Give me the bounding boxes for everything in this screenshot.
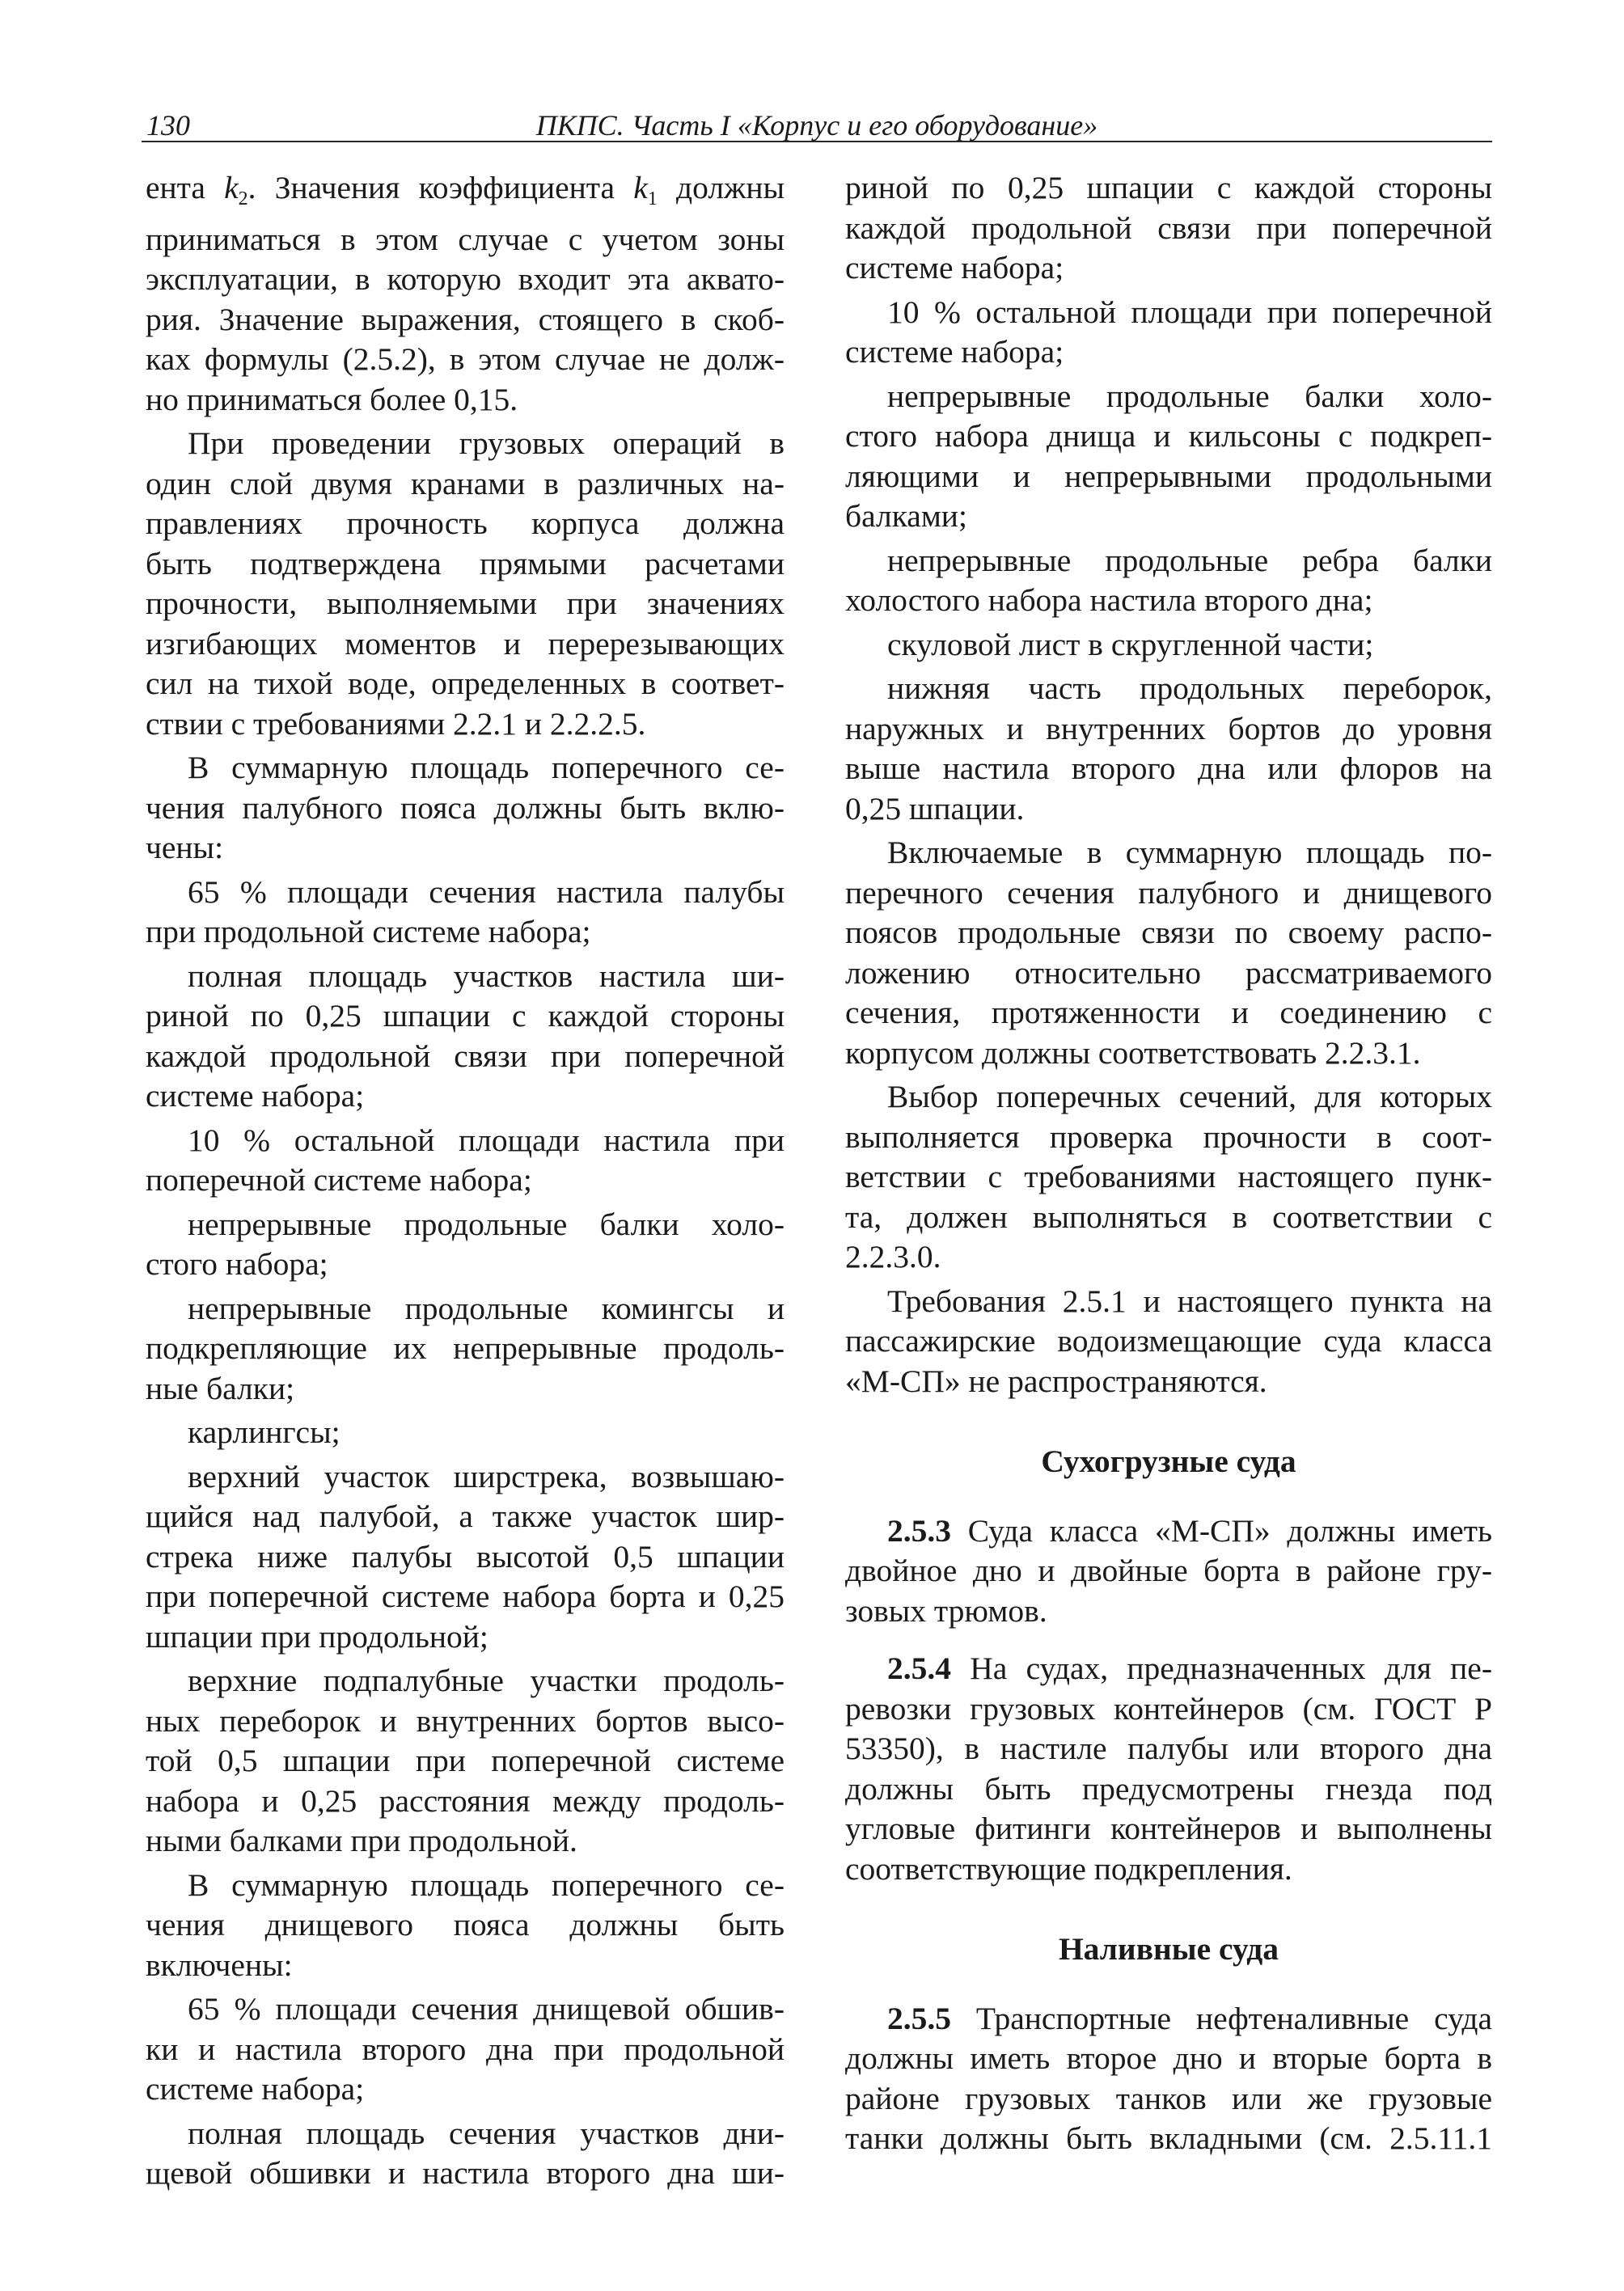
text-line: стрека ниже палубы высотой 0,5 шпации [146, 1538, 785, 1575]
text-line: системе набора; [146, 1078, 365, 1114]
text-line: должны быть предусмотрены гнезда под [845, 1770, 1492, 1807]
text-line: непрерывные продольные комингсы и [188, 1290, 785, 1326]
text-line: нижняя часть продольных переборок, [887, 670, 1492, 706]
text-line: 0,25 шпации. [845, 790, 1025, 826]
text-line: непрерывные продольные балки холо- [887, 378, 1492, 414]
text-line: поясов продольные связи по своему распо- [845, 915, 1492, 950]
clause-number: 2.5.5 [887, 2000, 951, 2036]
text-line: наружных и внутренних бортов до уровня [845, 710, 1492, 746]
text-line: ными балками при продольной. [146, 1823, 577, 1858]
text-line: пассажирские водоизмещающие суда класса [845, 1323, 1492, 1359]
text-line: чены: [146, 830, 224, 865]
clause-number: 2.5.4 [887, 1651, 951, 1686]
list-item [845, 625, 1492, 666]
text-line: верхний участок ширстрека, возвышаю- [188, 1458, 785, 1494]
text-line: риной по 0,25 шпации с каждой стороны [845, 170, 1492, 205]
page-number: 130 [146, 109, 190, 142]
paragraph [146, 748, 785, 869]
text-line: корпусом должны соответствовать 2.2.3.1. [845, 1034, 1421, 1071]
list-item [146, 1989, 785, 2110]
text-line: каждой продольной связи при поперечной [845, 209, 1492, 246]
list-item [845, 293, 1492, 373]
paragraph [146, 168, 785, 420]
text-line: полная площадь участков настила ши- [188, 957, 785, 994]
text-line: зовых трюмов. [845, 1592, 1047, 1629]
text-line: В суммарную площадь поперечного се- [188, 750, 785, 785]
text-line: 53350), в настиле палубы или второго дна [845, 1731, 1492, 1766]
text-line: ных переборок и внутренних бортов высо- [146, 1702, 785, 1739]
clause-2-5-4 [845, 1649, 1492, 1889]
list-item [146, 1413, 785, 1453]
paragraph [146, 1866, 785, 1986]
text-line: правлениях прочность корпуса должна [146, 505, 785, 541]
text-line: подкрепляющие их непрерывные продоль- [146, 1330, 785, 1366]
text-line: чения палубного пояса должны быть вклю- [146, 789, 785, 826]
text-line: 2.5.4 На судах, предназначенных для пе- [887, 1651, 1492, 1686]
section-heading-tankers: Наливные суда [1058, 1931, 1279, 1967]
text-line: Требования 2.5.1 и настоящего пункта на [887, 1283, 1492, 1319]
list-item [146, 1121, 785, 1201]
clause-2-5-3 [845, 1511, 1492, 1632]
right-column [845, 168, 1492, 2163]
list-item [146, 1205, 785, 1285]
list-item [845, 669, 1492, 829]
text-line: та, должен выполняться в соответствии с [845, 1198, 1492, 1235]
text-line: стого набора днища и кильсоны с подкреп- [845, 418, 1492, 454]
left-column [146, 168, 785, 2198]
text-line: 2.5.5 Транспортные нефтеналивные суда [887, 2000, 1492, 2036]
text-line: ках формулы (2.5.2), в этом случае не долж- [146, 341, 785, 377]
text-line: верхние подпалубные участки продоль- [188, 1663, 785, 1698]
text-line: стого набора; [146, 1246, 328, 1282]
clause-number: 2.5.3 [887, 1512, 951, 1549]
list-item [146, 957, 785, 1117]
text-line: прочности, выполняемыми при значениях [146, 585, 785, 621]
text-line: 65 % площади сечения настила палубы [188, 873, 785, 910]
text-line: Включаемые в суммарную площадь по- [887, 835, 1492, 870]
text-line: скуловой лист в скругленной части; [887, 626, 1374, 662]
text-line: карлингсы; [188, 1414, 340, 1450]
text-line: выполняется проверка прочности в соот- [845, 1118, 1492, 1155]
list-item [146, 873, 785, 953]
text-line: сил на тихой воде, определенных в соответ- [146, 666, 785, 701]
text-line: шпации при продольной; [146, 1618, 488, 1655]
text-line: угловые фитинги контейнеров и выполнены [845, 1811, 1492, 1846]
coefficient-k2: $k_2$ [224, 170, 248, 209]
running-title: ПКПС. Часть I «Корпус и его оборудование» [535, 109, 1098, 142]
paragraph [845, 1077, 1492, 1278]
text-line: ложению относительно рассматриваемого [845, 954, 1492, 991]
text-line: изгибающих моментов и перерезывающих [146, 625, 785, 662]
paragraph [845, 833, 1492, 1073]
text-line: районе грузовых танков или же грузовые [845, 2080, 1492, 2116]
text-line: один слой двумя кранами в различных на- [146, 465, 785, 501]
text-line: щевой обшивки и настила второго дна ши- [146, 2155, 785, 2191]
text-line: набора и 0,25 расстояния между продоль- [146, 1782, 785, 1819]
clause-2-5-5 [845, 1999, 1492, 2159]
text-line: при продольной системе набора; [146, 914, 591, 949]
text-line: В суммарную площадь поперечного се- [188, 1866, 785, 1903]
text-line: 65 % площади сечения днищевой обшив- [188, 1991, 785, 2027]
text-line: Выбор поперечных сечений, для которых [887, 1079, 1492, 1114]
text-line: непрерывные продольные ребра балки [887, 542, 1492, 578]
text-line: выше настила второго дна или флоров на [845, 750, 1492, 786]
text-line: при поперечной системе набора борта и 0,25 [146, 1579, 785, 1614]
list-item [146, 1457, 785, 1658]
text-line: должны иметь второе дно и вторые борта в [845, 2040, 1492, 2076]
text-line: холостого набора настила второго дна; [845, 582, 1373, 618]
list-item [845, 541, 1492, 621]
coefficient-k1: $k_1$ [633, 170, 658, 209]
text-line: ные балки; [146, 1370, 295, 1406]
paragraph [146, 424, 785, 744]
list-item [146, 2114, 785, 2194]
text-line: перечного сечения палубного и днищевого [845, 874, 1492, 911]
text-line: риной по 0,25 шпации с каждой стороны [146, 998, 785, 1033]
text-line: двойное дно и двойные борта в районе гру- [845, 1553, 1492, 1588]
text-line: рия. Значение выражения, стоящего в скоб- [146, 301, 785, 337]
text-line: щийся над палубой, а также участок шир- [146, 1498, 785, 1534]
text-line: чения днищевого пояса должны быть [146, 1907, 785, 1942]
text-line: ствии с требованиями 2.2.1 и 2.2.2.5. [146, 705, 646, 742]
text-line: системе набора; [845, 250, 1064, 285]
text-line: «М-СП» не распространяются. [845, 1363, 1267, 1399]
text-line: поперечной системе набора; [146, 1162, 532, 1198]
text-line: ента $k_2$. Значения коэффициента $k_1$ должны [146, 170, 785, 209]
text-line: системе набора; [845, 334, 1064, 370]
text-line: ляющими и непрерывными продольными [845, 458, 1492, 494]
text-line: соответствующие подкрепления. [845, 1850, 1292, 1887]
text-line: включены: [146, 1947, 293, 1983]
list-item [146, 1289, 785, 1410]
text-line: 2.2.3.0. [845, 1239, 941, 1274]
list-item-continued [845, 168, 1492, 289]
text-line: 10 % остальной площади настила при [188, 1122, 785, 1158]
text-line: балками; [845, 498, 967, 534]
text-line: приниматься в этом случае с учетом зоны [146, 221, 785, 257]
text-line: системе набора; [146, 2071, 365, 2107]
paragraph [845, 1282, 1492, 1402]
text-line: непрерывные продольные балки холо- [188, 1206, 785, 1242]
text-line: При проведении грузовых операций в [188, 425, 785, 461]
text-line: эксплуатации, в которую входит эта аквато- [146, 261, 785, 297]
text-line: полная площадь сечения участков дни- [188, 2115, 785, 2151]
text-line: 2.5.3 Суда класса «М-СП» должны иметь [887, 1512, 1492, 1549]
text-line: ревозки грузовых контейнеров (см. ГОСТ Р [845, 1690, 1492, 1727]
text-line: но приниматься более 0,15. [146, 381, 518, 417]
text-line: ветствии с требованиями настоящего пунк- [845, 1159, 1492, 1194]
section-heading-dry-cargo: Сухогрузные суда [1041, 1443, 1296, 1479]
text-line: быть подтверждена прямыми расчетами [146, 545, 785, 581]
page-header [142, 104, 1492, 142]
text-line: той 0,5 шпации при поперечной системе [146, 1743, 785, 1778]
text-line: танки должны быть вкладными (см. 2.5.11.1 [845, 2120, 1492, 2156]
text-line: сечения, протяженности и соединению с [845, 995, 1492, 1030]
text-line: 10 % остальной площади при поперечной [887, 294, 1492, 330]
text-line: каждой продольной связи при поперечной [146, 1038, 785, 1074]
list-item [146, 1661, 785, 1862]
list-item [845, 377, 1492, 537]
text-line: ки и настила второго дна при продольной [146, 2031, 785, 2067]
